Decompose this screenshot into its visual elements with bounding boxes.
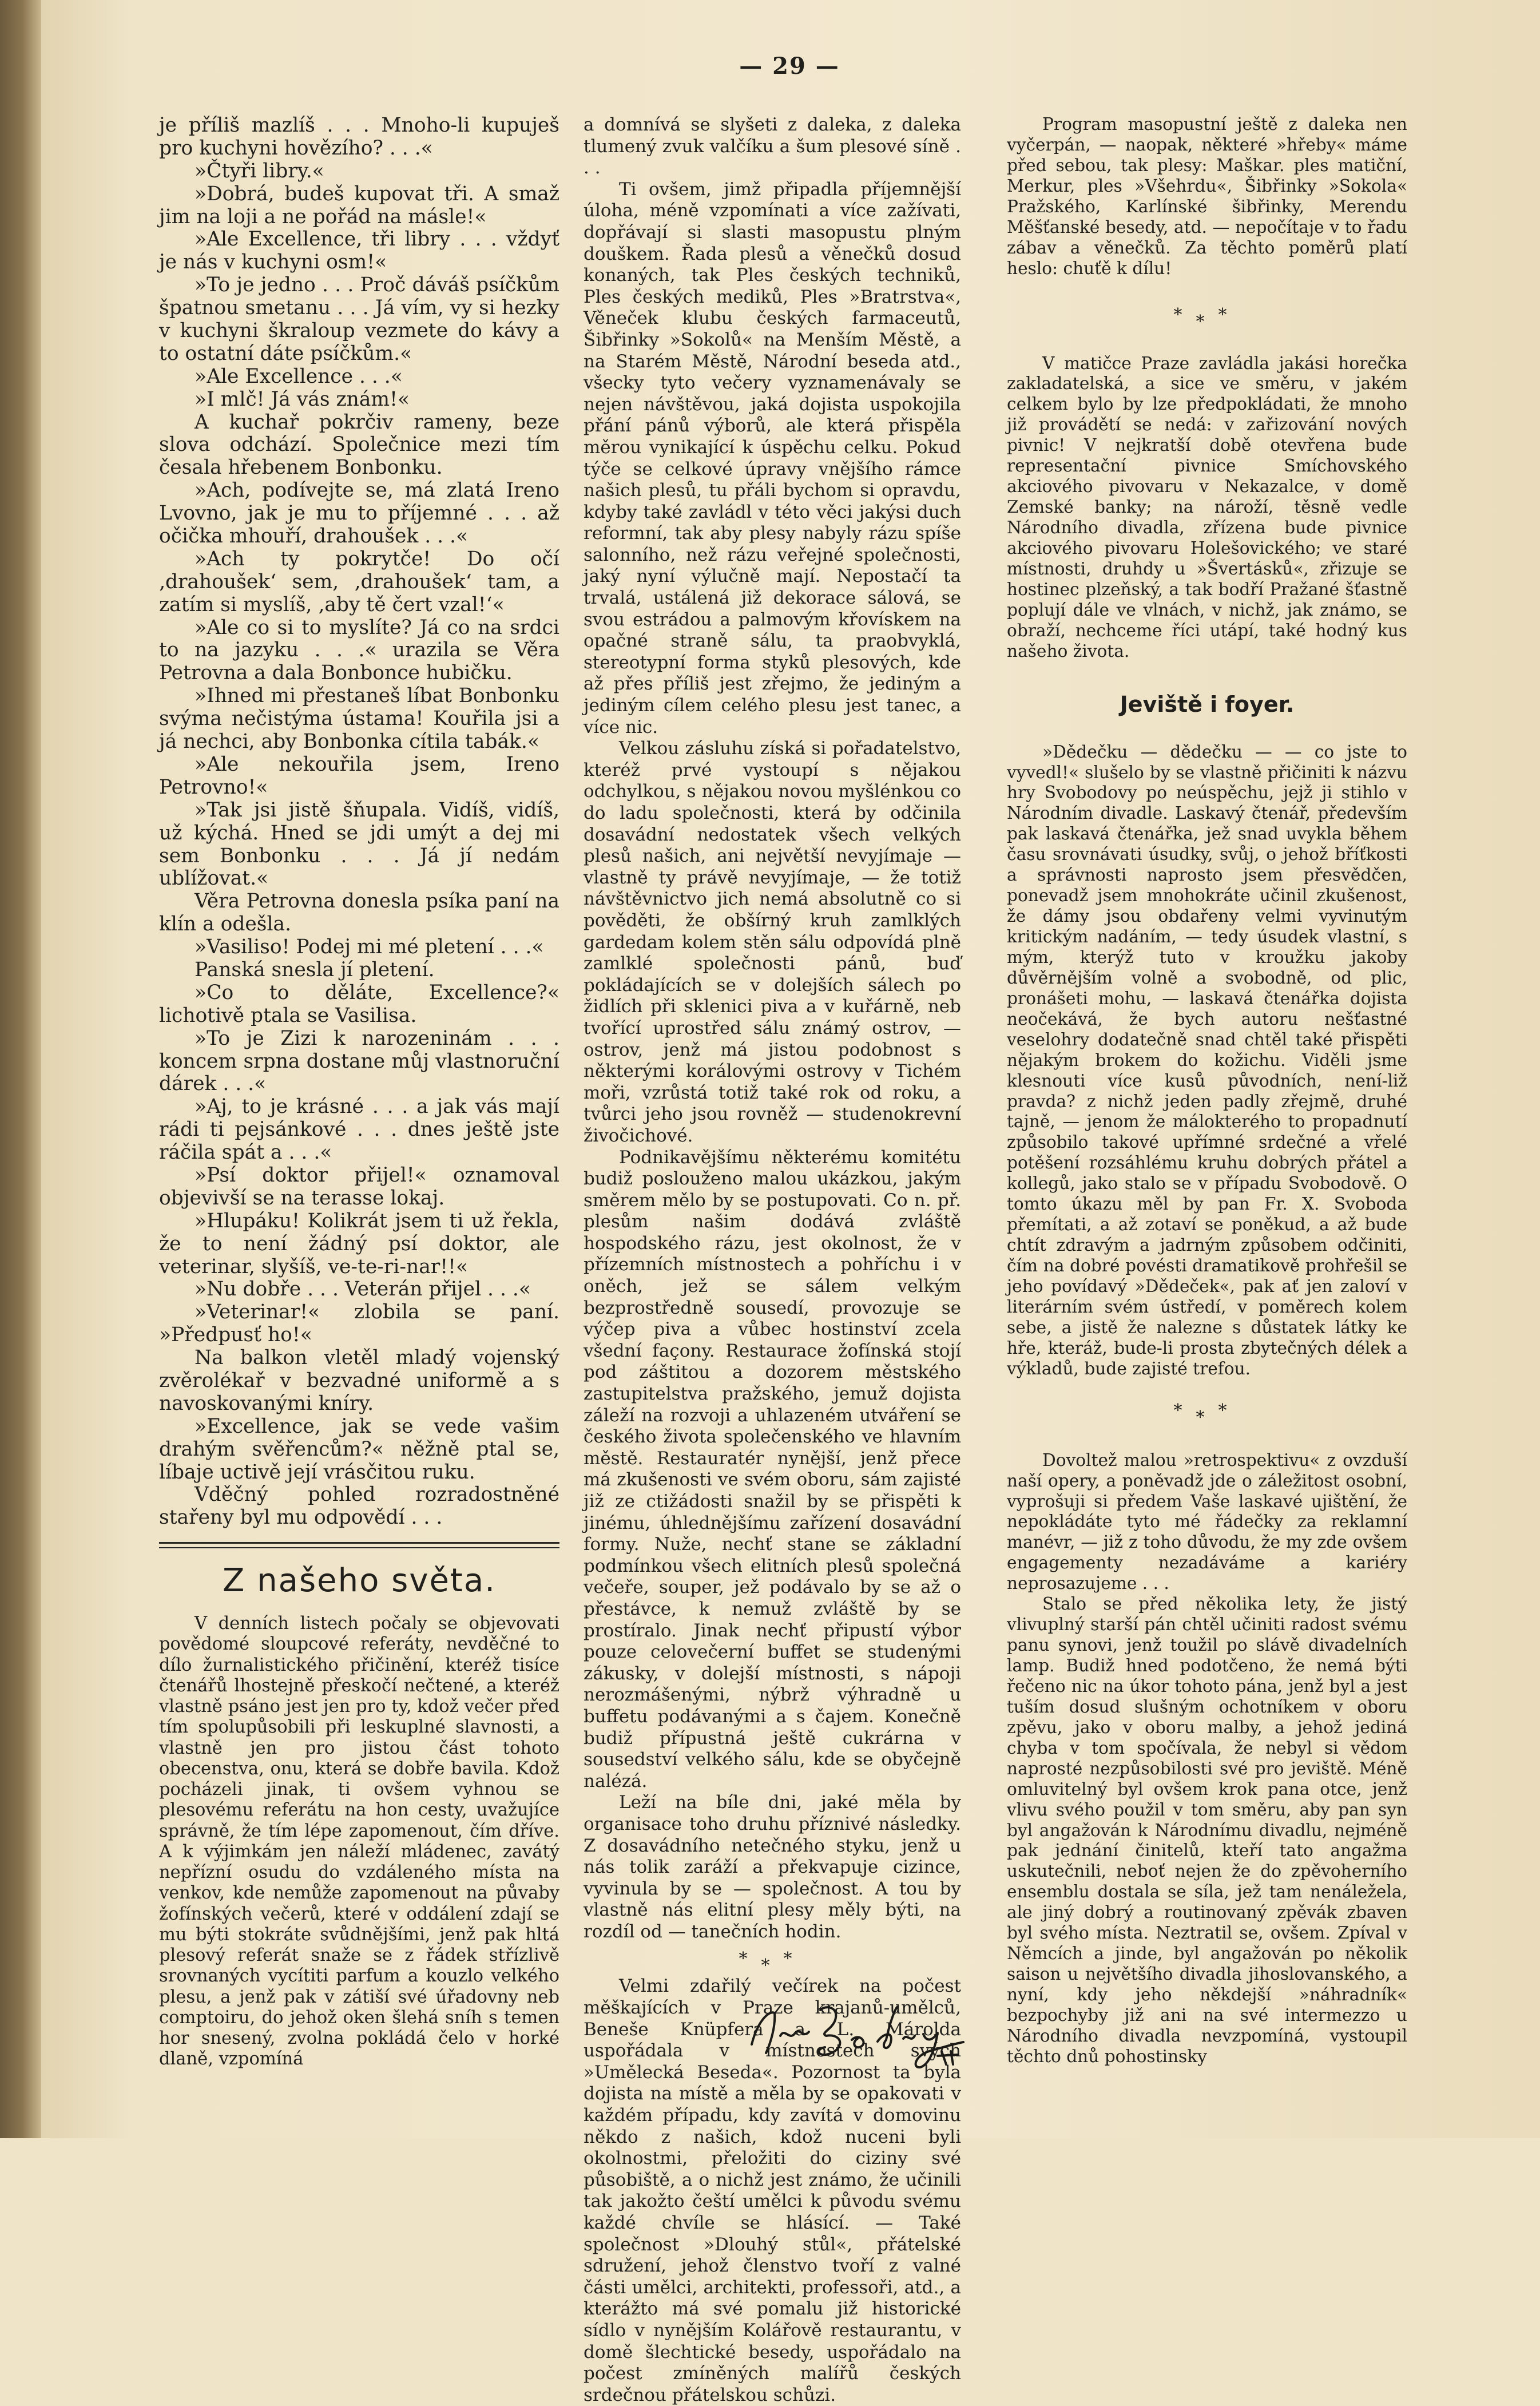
article-paragraph: V matičce Praze zavládla jakási horečka zakladatelská, a sice ve směru, v jakém celkem bylo by lze předpokládati, že mnoho již provádětí se nedá: v zařizování nových pivnic! V nejkratší době otevřena bude representační pivnice Smíchovského akciového pivovaru v Nekazalce, v domě Zemské banky; na nároží, těsně vedle Národního divadla, zřízena bude pivnice akciového pivovaru Holešovického; ve staré místnosti, druhdy u »Švertásků«, zřizuje se hostinec plzeňský, a tak bodří Pražané šťastně poplují dále ve vlnách, v nichž, jak známo, se obraží, nechceme říci utápí, také hodný kus našeho života. [1007, 353, 1407, 661]
article-paragraph: »Dědečku — dědečku — — co jste to vyvedl!« slušelo by se vlastně přičiniti k názvu hry Svobodovy po neúspěchu, jejž ji stihlo v Národním divadle. Laskavý čtenář, především pak laskavá čtenářka, jež snad uvykla během času srovnávati úsudky, svůj, o jehož bříťkosti a správnosti naprosto jsem přesvědčen, ponevadž jsem mnohokráte učinil zkušenost, že dámy jsou obdařeny velmi vyvinutým kritickým nadáním, — tedy úsudek vlastní, s mým, kterýž tuto v kroužku jakoby důvěrnějším volně a svobodně, od plic, pronášeti mohu, — laskavá čtenářka dojista neočekává, že bych autoru nešťastné veselohry dodatečně snad chtěl také přispěti nějakým brokem do kožichu. Viděli jsme klesnouti více kusů původních, není-liž pravda? z nichž jeden padly zřejmě, druhé tajně, — jenom že málokterého to propadnutí způsobilo takové upřímné srdečné a vřelé potěšení rozsáhlému kruhu dobrých přátel a kollegů, jako stalo se v případu Svobodově. O tomto úkazu měl by pan Fr. X. Svoboda přemítati, a až zotaví se poněkud, a až bude chtít zdravým a jadrným způsobem odčiniti, čím na dobré povésti dramatikově prohřešil se jeho povídavý »Dědeček«, pak ať jen zaloví v literárním svém ústředí, v poměrech kolem sebe, a jistě že nalezne s důstatek látky ke hře, kteráž, bude-li prosta zbytečných délek a výkladů, bude zajisté trefou. [1007, 742, 1407, 1378]
story-paragraph: »I mlč! Já vás znám!« [195, 387, 410, 411]
story-paragraph: »Dobrá, budeš kupovat tři. A smaž jim na loji a ne pořád na másle!« [159, 182, 559, 228]
story-paragraph: »Excellence, jak se vede vašim drahým svěřencům?« něžně ptal se, líbaje uctivě její vrásčitou ruku. [159, 1414, 559, 1484]
closing-with-signature [584, 1976, 961, 2405]
handwritten-signature [740, 1987, 969, 2073]
asterism-divider [1007, 1400, 1407, 1428]
asterism-star: * [1196, 311, 1218, 332]
article-paragraph: Stalo se před několika lety, že jistý vlivuplný starší pán chtěl učiniti radost svému panu synovi, jenž toužil po slávě divadelních lamp. Budiž hned podotčeno, že nemá býti řečeno nic na úkor tohoto pána, jenž byl a jest tuším dosud slušným ochotníkem v oboru zpěvu, jako v oboru malby, a jehož jediná chyba v tom spočívala, že nebyl si vědom naprosté nezpůsobilosti své pro jeviště. Méně omluvitelný byl ovšem krok pana otce, jenž vlivu svého použil v tom směru, aby pan syn byl angažován k Národnímu divadlu, nejméně pak jednání činitelů, kteří tato angažma uskutečnili, neboť nejen že do zpěvoherního ensemblu dostala se síla, jež tam nenáležela, ale jiný dobrý a routinovaný zpěvák zbaven byl svého místa. Neztratil se, ovšem. Zpíval v Němcích a jinde, byl angažován po několik saison u největšího divadla jihoslovanského, a nyní, kdy jeho někdejší »náhradník« bezpochyby již ani na své intermezzo u Národního divadla nevzpomíná, vystoupil těchto dnů pohostinsky [1007, 1594, 1407, 2066]
book-binding-edge [0, 0, 41, 2138]
story-paragraph: »Ale Excellence . . .« [195, 364, 403, 388]
story-paragraph: »Čtyři libry.« [195, 159, 324, 183]
story-paragraph: Panská snesla jí pletení. [195, 958, 435, 981]
asterism-divider [584, 1949, 961, 1976]
right-column [1007, 114, 1407, 2067]
article-paragraph: V denních listech počaly se objevovati povědomé sloupcové referáty, nevděčné to dílo žurnalistického přičinění, kteréž tisíce čtenářů lhostejně přeskočí nečtené, a kteréž vlastně psáno jest jen pro ty, kdož večer před tím spolupůsobili při leskuplné slavnosti, a vlastně jen pro jistou část tohoto obecenstva, onu, která se dobře bavila. Kdož pocházeli jinak, ti ovšem vyhnou se plesovému referátu na hon cesty, uvažujíce správně, že tím lépe zapomenout, čím dříve. A k výjimkám jen náleží mládenec, zavátý nepřízní osudu do vzdáleného místa na venkov, kde nemůže zapomenout na půvaby žofínských večerů, které v oddálení zdají se mu býti stokráte svůdnějšími, jenž pak hltá plesový referát snaže se z řádek střízlivě srovnaných vycítiti parfum a kouzlo velkého plesu, a jenž pak v zátiší své úřadovny neb comptoiru, do jehož oken šlehá sníh s temen hor snesený, zvolna pokládá čelo v horké dlaně, vzpomíná [159, 1614, 559, 2070]
story-paragraph: Vděčný pohled rozradostněné stařeny byl mu odpovědí . . . [159, 1483, 559, 1529]
story-paragraph: A kuchař pokrčiv rameny, beze slova odchází. Společnice mezi tím česala hřebenem Bonbonku. [159, 410, 559, 479]
article-paragraph: Velmi zdařilý večírek na počest měškajících v Praze krajanů-umělců, Beneše Knüpfera a L. Márolda uspořádala v místnostech svých »Umělecká Beseda«. Pozornost ta byla dojista na místě a měla by se opakovati v každém případu, kdy zavítá v domovinu někdo z našich, kdož nuceni byli okolnostmi, přeložiti do ciziny své působiště, a o nichž jest známo, že učinili tak jakožto čeští umělci k původu svému každé chvíle se hlásící. — Také společnost »Dlouhý stůl«, přátelské sdružení, jehož členstvo tvoří z valné části umělci, architekti, professoři, atd., a kterážto má své pomalu již historické sídlo v nynějším Kolářově restaurantu, v domě šlechtické besedy, uspořádalo na počest zmíněných malířů českých srdečnou přátelskou schůzi. [584, 1976, 961, 2405]
story-paragraph: »Tak jsi jistě šňupala. Vidíš, vidíš, už kýchá. Hned se jdi umýt a dej mi sem Bonbonku . . . Já jí nedám ublížovat.« [159, 798, 559, 890]
asterism-star: * [1173, 304, 1196, 325]
story-paragraph: »Nu dobře . . . Veterán přijel . . .« [195, 1278, 531, 1301]
story-paragraph: »Veterinar!« zlobila se paní. »Předpusť ho!« [159, 1301, 559, 1347]
story-paragraph: Věra Petrovna donesla psíka paní na klín a odešla. [159, 890, 559, 936]
story-paragraph: »Co to děláte, Excellence?« lichotivě ptala se Vasilisa. [159, 981, 559, 1027]
asterism-star: * [1218, 304, 1241, 325]
story-paragraph: »Psí doktor přijel!« oznamoval objevivší se na terasse lokaj. [159, 1163, 559, 1210]
article-paragraph: Dovoltež malou »retrospektivu« z ovzduší naší opery, a poněvadž jde o záležitost osobní, vyprošuji si předem Vaše laskavé ujištění, že nepokládáte tyto mé řádečky za reklamní manévr, — již z toho důvodu, že my zde ovšem engagementy nezadáváme a kariéry neprosazujeme . . . [1007, 1450, 1407, 1594]
story-paragraph: »Ale Excellence, tři libry . . . vždyť je nás v kuchyni osm!« [159, 228, 559, 274]
story-paragraph: Na balkon vletěl mladý vojenský zvěrolékař v bezvadné uniformě a s navoskovanými kníry. [159, 1346, 559, 1415]
article-paragraph: Velkou zásluhu získá si pořadatelstvo, kteréž prvé vystoupí s nějakou odchylkou, s nějakou novou myšlénkou co do ladu společnosti, která by odčinila dosavádní nedostatek všech velkých plesů našich, ani největší nevyjímaje — vlastně ty právě nevyjímaje, — že totiž návštěvnictvo jich nemá absolutně co si pověděti, že obšírný kruh zamlklých gardedam kolem stěn sálu odpovídá plně zamlklé společnosti pánů, buď pokládajících se v dolejších sálech po židlích při sklenici piva a v kuřárně, neb tvořící uprostřed sálu známý ostrov, — ostrov, jenž má jistou podobnost s některými korálovými ostrovy v Tichém moři, vzrůstá totiž také rok od roku, a tvůrci jeho jsou rovněž — studenokrevní živočichové. [584, 738, 961, 1146]
story-paragraph: »Ach, podívejte se, má zlatá Ireno Lvovno, jak je mu to příjemné . . . až očička mhouří, drahoušek . . .« [159, 479, 559, 548]
asterism-star: * [783, 1949, 806, 1969]
article-paragraph: a domnívá se slyšeti z daleka, z daleka tlumený zvuk valčíku a šum plesové síně . . . [584, 114, 961, 179]
article-paragraph: Podnikavějšímu některému komitétu budiž poslouženo malou ukázkou, jakým směrem mělo by se postupovati. Co n. př. plesům našim dodává zvláště hospodského rázu, jest okolnost, že v přízemních místnostech a pohříchu i v oněch, jež se sálem velkým bezprostředně sousedí, provozuje se výčep piva a vůbec hostinství zcela všední façony. Restaurace žofínská stojí pod záštitou a dozorem městského zastupitelstva pražského, jemuž dojista záleží na rozvoji a uhlazeném utváření se českého života společenského ve hlavním městě. Restauratér nynější, jenž přece má zkušenosti ve svém oboru, sám zajisté již ze ctižádosti snažil by se přispěti k jinému, úhlednějšímu zařízení dosavádní formy. Nuže, nechť stane se základní podmínkou všech elitních plesů společná večeře, souper, jež podávalo by se až o přestávce, k nemuž zvláště by se prostíralo. Jinak nechť připustí výbor pouze celovečerní buffet se studenými zákusky, v dolejší místnosti, s nápoji nerozmášenými, nýbrž výhradně u buffetu podávanými a s čajem. Konečně budiž přípustná ještě cukrárna v sousedství velkého sálu, kde se obyčejně nalézá. [584, 1147, 961, 1791]
story-paragraph: »Ale nekouřila jsem, Ireno Petrovno!« [159, 752, 559, 799]
asterism-star: * [1173, 1400, 1196, 1421]
asterism-star: * [761, 1956, 784, 1976]
story-paragraph: »Ach ty pokrytče! Do očí ‚drahoušek‘ sem, ‚drahoušek‘ tam, a zatím si myslíš, ‚aby tě čert vzal!‘« [159, 547, 559, 616]
asterism-star: * [739, 1949, 761, 1969]
asterism-star: * [1218, 1400, 1241, 1421]
section-subheading: Jeviště i foyer. [1120, 691, 1295, 717]
article-paragraph: Leží na bíle dni, jaké měla by organisace toho druhu příznivé následky. Z dosavádního netečného styku, jenž u nás tolik zaráží a překvapuje cizince, vyvinula by se — společnost. A tou by vlastně nás elitní plesy měly býti, na rozdíl od — tanečních hodin. [584, 1792, 961, 1942]
story-paragraph: »Ale co si to myslíte? Já co na srdci to na jazyku . . .« urazila se Věra Petrovna a dala Bonbonce hubičku. [159, 616, 559, 685]
article-paragraph: Program masopustní ještě z daleka nen vyčerpán, — naopak, některé »hřeby« máme před sebou, tak plesy: Maškar. ples matiční, Merkur, ples »Všehrdu«, Šibřinky »Sokola« Pražského, Karlínské šibřinky, Merendu Měšťanské besedy, atd. — nepočítaje v to řadu zábav a věnečků. Za těchto poměrů platí heslo: chuťě k dílu! [1007, 114, 1407, 278]
story-paragraph: »Ihned mi přestaneš líbat Bonbonku svýma nečistýma ústama! Kouřila jsi a já nechci, aby Bonbonka cítila tabák.« [159, 684, 559, 754]
asterism-star: * [1196, 1407, 1218, 1428]
story-paragraph: »To je Zizi k narozeninám . . . koncem srpna dostane můj vlastnoruční dárek . . .« [159, 1026, 559, 1096]
article-body [159, 1614, 559, 2070]
page-number: — 29 — [739, 53, 840, 80]
section-divider-thin [159, 1547, 559, 1548]
story-paragraph: »To je jedno . . . Proč dáváš psíčkům špatnou smetanu . . . Já vím, vy si hezky v kuchyni škraloup vezmete do kávy a to ostatní dáte psíčkům.« [159, 274, 559, 365]
story-paragraph: »Vasiliso! Podej mi mé pletení . . .« [195, 936, 544, 959]
story-paragraph: »Aj, to je krásné . . . a jak vás mají rádi ti pejsánkové . . . dnes ještě jste ráčila spát a . . .« [159, 1095, 559, 1164]
story-paragraph: »Hlupáku! Kolikrát jsem ti už řekla, že to není žádný psí doktor, ale veterinar, slyšíš, ve-te-ri-nar!!« [159, 1209, 559, 1278]
middle-column [584, 114, 961, 2405]
left-column [159, 114, 559, 2070]
story-paragraph: je příliš mazlíš . . . Mnoho-li kupuješ pro kuchyni hovězího? . . .« [159, 114, 559, 160]
story-continuation [159, 114, 559, 1529]
section-divider-thick [159, 1542, 559, 1544]
article-paragraph: Ti ovšem, jimž připadla příjemnější úloha, méně vzpomínati a více zažívati, dopřávají si slasti masopustu plným douškem. Řada plesů a věnečků dosud konaných, tak Ples českých techniků, Ples českých mediků, Ples »Bratrstva«, Věneček klubu českých farmaceutů, Šibřinky »Sokolů« na Menším Městě, a na Starém Městě, Národní beseda atd., všecky tyto večery vyznamenávaly se nejen návštěvou, jaká dojista uspokojila přání pánů výborů, ale která přispěla měrou vynikající k úspěchu celku. Pokud týče se celkové úpravy vnějšího rámce našich plesů, tu přáli bychom si opravdu, kdyby také zavládl v této věci jakýsi duch reformní, tak aby plesy nabyly rázu spíše salonního, než rázu veřejné společnosti, jaký nyní výlučně mají. Nepostačí ta trvalá, ustálená již dekorace sálová, se svou estrádou a palmovým křovískem na opačné straně sálu, ta praobvyklá, stereotypní forma styků plesových, kde až přes příliš jest zřejmo, že jediným a jediným cílem celého plesu jest tanec, a více nic. [584, 179, 961, 738]
section-title: Z našeho světa. [223, 1562, 496, 1600]
asterism-divider [1007, 304, 1407, 332]
